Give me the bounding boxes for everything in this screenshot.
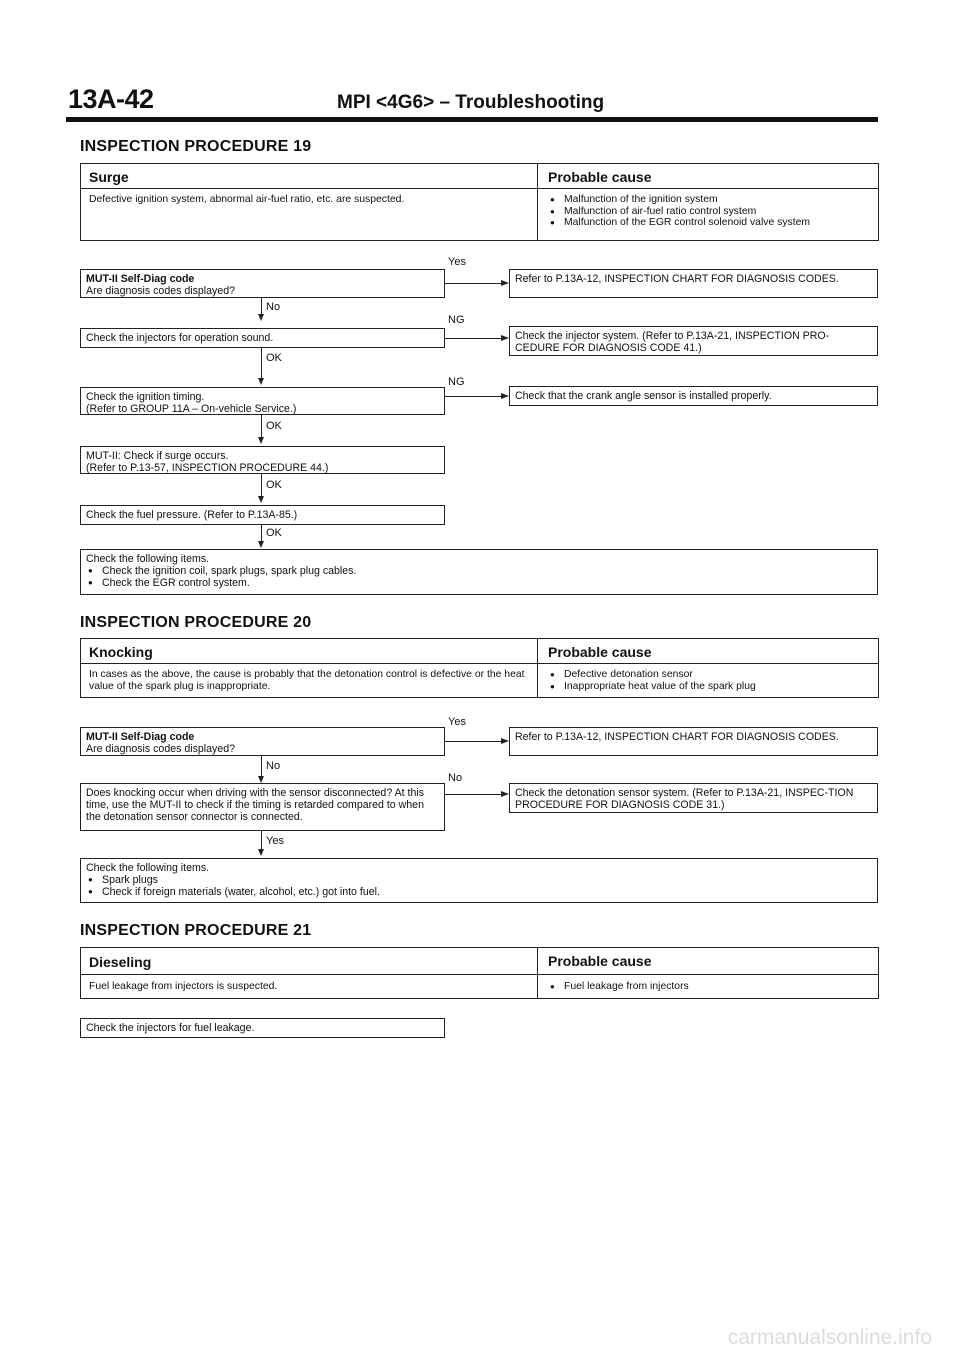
- list-item: ● Spark plugs: [86, 874, 872, 886]
- watermark: carmanualsonline.info: [727, 1326, 932, 1349]
- table-rule: [81, 188, 878, 189]
- arrow-icon: [501, 280, 509, 286]
- table-divider: [537, 639, 538, 697]
- arrow-icon: [258, 849, 264, 856]
- list-item: ● Defective detonation sensor: [548, 669, 873, 681]
- p19-result-injector-system: Check the injector system. (Refer to P.13A-21, INSPECTION PRO-CEDURE FOR DIAGNOSIS CODE 41.): [509, 326, 878, 356]
- table-divider: [537, 948, 538, 998]
- no-label: No: [266, 301, 281, 313]
- p20-probable-head: Probable cause: [548, 644, 652, 660]
- p19-step-injector-sound: Check the injectors for operation sound.: [80, 328, 445, 348]
- arrow-icon: [258, 437, 264, 444]
- p19-step-surge-check: MUT-II: Check if surge occurs. (Refer to P.13-57, INSPECTION PROCEDURE 44.): [80, 446, 445, 474]
- list-item: ● Check the ignition coil, spark plugs, spark plug cables.: [86, 565, 872, 577]
- p19-symptom: Surge: [89, 169, 129, 185]
- ok-label: OK: [266, 479, 282, 491]
- list-item: ● Malfunction of the ignition system: [548, 194, 873, 206]
- table-rule: [81, 974, 878, 975]
- p21-description: Fuel leakage from injectors is suspected.: [89, 981, 278, 992]
- p20-result-diag-chart: Refer to P.13A-12, INSPECTION CHART FOR DIAGNOSIS CODES.: [509, 727, 878, 756]
- p20-causes: [548, 669, 873, 692]
- p20-symptom: Knocking: [89, 644, 153, 660]
- yes-label: Yes: [266, 835, 284, 847]
- p19-title: INSPECTION PROCEDURE 19: [80, 138, 312, 155]
- table-divider: [537, 164, 538, 240]
- arrow-icon: [258, 776, 264, 783]
- p19-step-fuel-pressure: Check the fuel pressure. (Refer to P.13A-85.): [80, 505, 445, 525]
- yes-label: Yes: [448, 256, 466, 268]
- list-item: ● Malfunction of air-fuel ratio control system: [548, 206, 873, 218]
- page-number: 13A-42: [68, 84, 154, 114]
- p20-description: In cases as the above, the cause is probably that the detonation control is defective or the heat value of the spark plug is inappropriate.: [89, 669, 525, 692]
- p20-step-knock-check: Does knocking occur when driving with the sensor disconnected? At this time, use the MUT-II to check if the timing is retarded compared to when the detonation sensor connector is connected.: [80, 783, 445, 831]
- p19-step-selfdiag: MUT-II Self-Diag code Are diagnosis codes displayed?: [80, 269, 445, 298]
- arrow-icon: [258, 541, 264, 548]
- list-item: ● Check if foreign materials (water, alcohol, etc.) got into fuel.: [86, 886, 872, 898]
- p21-title: INSPECTION PROCEDURE 21: [80, 922, 312, 939]
- ok-label: OK: [266, 420, 282, 432]
- table-rule: [81, 663, 878, 664]
- list-item: ● Malfunction of the EGR control solenoid valve system: [548, 217, 873, 229]
- p19-step-check-items: Check the following items. ● Check the ignition coil, spark plugs, spark plug cables. ● Check the EGR control system.: [80, 549, 878, 595]
- p20-result-detonation-sensor: Check the detonation sensor system. (Refer to P.13A-21, INSPEC-TION PROCEDURE FOR DIAGNOSIS CODE 31.): [509, 783, 878, 813]
- p19-cause-table: [80, 163, 879, 241]
- p21-symptom: Dieseling: [89, 954, 152, 970]
- p21-step-injector-leak: Check the injectors for fuel leakage.: [80, 1018, 445, 1038]
- p19-description: Defective ignition system, abnormal air-fuel ratio, etc. are suspected.: [89, 194, 405, 205]
- list-item: ● Inappropriate heat value of the spark plug: [548, 681, 873, 693]
- p19-probable-head: Probable cause: [548, 169, 652, 185]
- p19-causes: [548, 194, 873, 229]
- p20-cause-table: [80, 638, 879, 698]
- p20-step-check-items: Check the following items. ● Spark plugs ● Check if foreign materials (water, alcohol, etc.) got into fuel.: [80, 858, 878, 903]
- no-label: No: [266, 760, 281, 772]
- ng-label: NG: [448, 314, 465, 326]
- p20-title: INSPECTION PROCEDURE 20: [80, 614, 312, 631]
- arrow-icon: [501, 791, 509, 797]
- p20-step-selfdiag: MUT-II Self-Diag code Are diagnosis codes displayed?: [80, 727, 445, 756]
- arrow-icon: [501, 393, 509, 399]
- list-item: ● Fuel leakage from injectors: [548, 981, 873, 993]
- ok-label: OK: [266, 527, 282, 539]
- p19-step-ignition-timing: Check the ignition timing. (Refer to GROUP 11A – On-vehicle Service.): [80, 387, 445, 415]
- ng-label: NG: [448, 376, 465, 388]
- arrow-icon: [501, 738, 509, 744]
- p21-causes: [548, 981, 873, 993]
- p19-result-diag-chart: Refer to P.13A-12, INSPECTION CHART FOR DIAGNOSIS CODES.: [509, 269, 878, 298]
- arrow-icon: [258, 378, 264, 385]
- arrow-icon: [501, 335, 509, 341]
- list-item: ● Check the EGR control system.: [86, 577, 872, 589]
- ok-label: OK: [266, 352, 282, 364]
- p21-probable-head: Probable cause: [548, 953, 652, 969]
- page-title: MPI <4G6> – Troubleshooting: [337, 92, 605, 113]
- arrow-icon: [258, 496, 264, 503]
- no-label: No: [448, 772, 463, 784]
- arrow-icon: [258, 314, 264, 321]
- p19-result-crank-sensor: Check that the crank angle sensor is installed properly.: [509, 386, 878, 406]
- yes-label: Yes: [448, 716, 466, 728]
- p21-cause-table: [80, 947, 879, 999]
- header-rule: [66, 117, 878, 122]
